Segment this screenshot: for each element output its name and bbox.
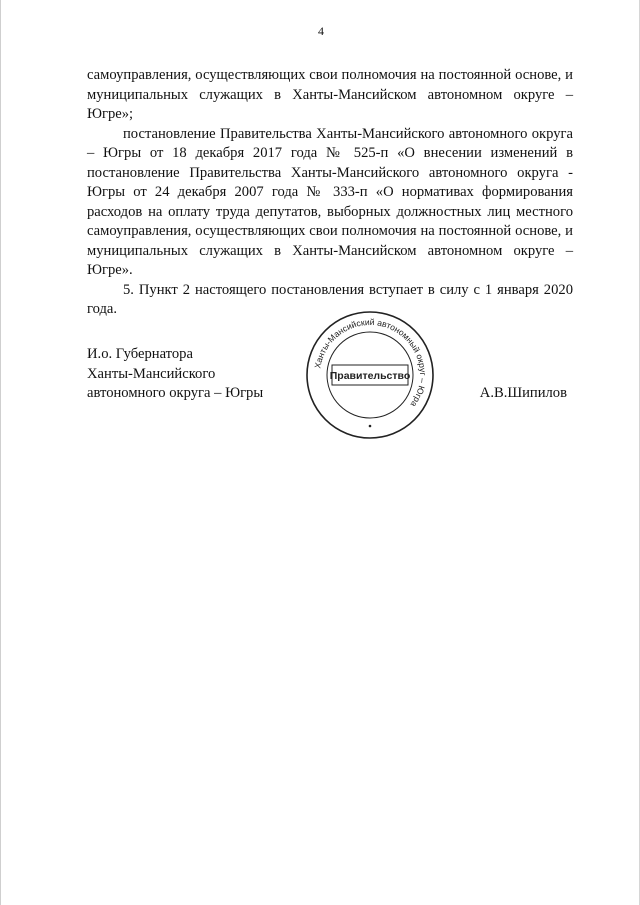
paragraph-continuation: самоуправления, осуществляющих свои полномочия на постоянной основе, и муниципальных служащих в Ханты-Мансийском автономном округе – Югре»; (87, 67, 573, 122)
signatory-title (87, 345, 263, 404)
paragraph-effective-date: 5. Пункт 2 настоящего постановления вступает в силу с 1 января 2020 года. (87, 281, 573, 317)
seal-center-text: Правительство (329, 370, 411, 382)
official-seal-stamp (304, 309, 436, 441)
page-number: 4 (318, 24, 324, 38)
signatory-title-line: И.о. Губернатора (87, 346, 193, 362)
seal-ring-text-path: Ханты-Мансийский автономный округ – Югра (312, 316, 429, 409)
signatory-title-line: Ханты-Мансийского (87, 365, 216, 382)
signatory-title-line: автономного округа – Югры (87, 385, 264, 401)
document-body (87, 66, 573, 320)
signatory-name: А.В.Шипилов (479, 385, 567, 401)
seal-dot (369, 425, 372, 428)
paragraph-resolution-reference: постановление Правительства Ханты-Мансийского автономного округа – Югры от 18 декабря 2017 года № 525-п «О внесении изменений в постановление Правительства Ханты-Мансийского автономного округа - Югры от 24 декабря 2007 года № 333-п «О нормативах формирования расходов на оплату труда депутатов, выборных должностных лиц местного самоуправления, осуществляющих свои полномочия на постоянной основе, и муниципальных служащих в Ханты-Мансийском автономном округе – Югре». (87, 125, 573, 278)
seal-ring-text (312, 317, 428, 409)
